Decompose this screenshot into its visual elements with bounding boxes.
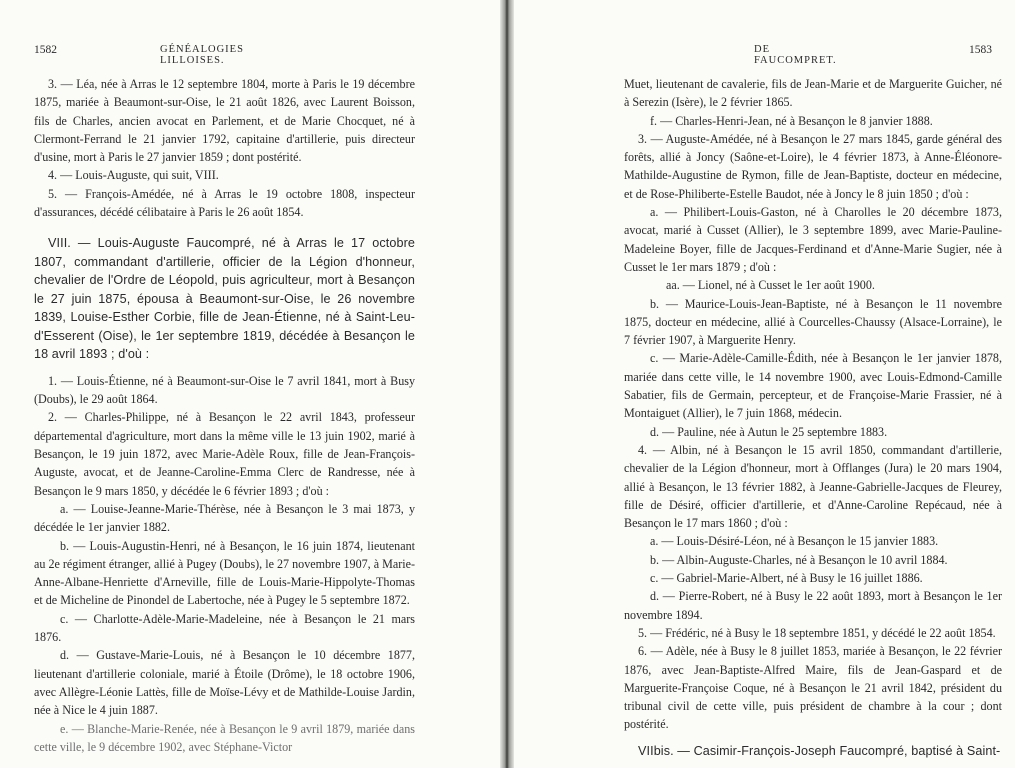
paragraph: b. — Louis-Augustin-Henri, né à Besançon, le 16 juin 1874, lieutenant au 2e régiment étranger, allié à Pugey (Doubs), le 27 novembre 1907, à Marie-Anne-Albane-Henriette d'Arneville, fille de Louis-Marie-Hippolyte-Thomas et de Micheline de Pinondel de Labertoche, née à Pugey le 5 septembre 1872. (34, 538, 416, 608)
paragraph: 2. — Charles-Philippe, né à Besançon le 22 avril 1843, professeur départemental d'agriculture, mort dans la même ville le 13 juin 1902, marié à Besançon, le 19 juin 1872, avec Marie-Adèle Roux, fille de Jean-François-Auguste, avocat, et de Jeanne-Caroline-Emma Clerc de Randresse, née à Besançon le 9 mars 1850, y décédée le 6 février 1893 ; d'où : (34, 410, 415, 498)
right-page (514, 0, 1015, 768)
page-number: 1582 (34, 44, 57, 56)
paragraph: c. — Marie-Adèle-Camille-Édith, née à Besançon le 1er janvier 1878, mariée dans cette ville, le 14 novembre 1900, avec Louis-Edmond-Camille Sabatier, fils de Germain, percepteur, et de Françoise-Marie Frassier, né à Montaiguet (Allier), le 7 juin 1868, médecin. (624, 351, 1002, 421)
paragraph: a. — Louis-Désiré-Léon, né à Besançon le 15 janvier 1883. (650, 534, 939, 549)
paragraph: 4. — Albin, né à Besançon le 15 avril 1850, commandant d'artillerie, chevalier de la Légion d'honneur, mort à Offlanges (Jura) le 20 mars 1904, allié à Besançon, le 13 février 1882, à Jeanne-Gabrielle-Jacques de Fleurey, fille de Désiré, officier d'artillerie, et d'Anne-Caroline Repécaud, née à Besançon le 17 mars 1860 ; d'où : (624, 442, 1002, 531)
book-gutter (500, 0, 514, 768)
paragraph: 3. — Auguste-Amédée, né à Besançon le 27 mars 1845, garde général des forêts, allié à Joncy (Saône-et-Loire), le 4 février 1873, à Anne-Éléonore-Mathilde-Augustine de Rymon, fille de Jean-Baptiste, docteur en médecine, et de Rose-Philiberte-Estelle Baudot, née à Joncy le 8 juin 1850 ; d'où : (624, 131, 1002, 201)
running-head: GÉNÉALOGIES LILLOISES. (160, 44, 244, 66)
running-head: DE FAUCOMPRET. (754, 44, 837, 66)
paragraph: 3. — Léa, née à Arras le 12 septembre 1804, morte à Paris le 19 décembre 1875, mariée à Beaumont-sur-Oise, le 21 août 1826, avec Laurent Boisson, fils de Charles, ancien avocat en Parlement, et de Marie Chocquet, né à Clermont-Ferrand le 21 janvier 1792, capitaine d'artillerie, puis directeur d'usine, mort à Paris le 27 janvier 1859 ; dont postérité. (34, 77, 415, 165)
section-heading-paragraph: VIII. — Louis-Auguste Faucompré, né à Arras le 17 octobre 1807, commandant d'artillerie, officier de la Légion d'honneur, chevalier de l'Ordre de Léopold, puis agriculteur, mort à Besançon le 27 juin 1875, épousa à Beaumont-sur-Oise, le 26 novembre 1839, Louise-Esther Corbie, fille de Jean-Étienne, né à Saint-Leu-d'Esserent (Oise), le 1er septembre 1819, décédée à Besançon le 18 avril 1893 ; d'où : (34, 236, 415, 362)
paragraph: d. — Pierre-Robert, né à Busy le 22 août 1893, mort à Besançon le 1er novembre 1894. (624, 589, 1002, 622)
paragraph: d. — Gustave-Marie-Louis, né à Besançon le 10 décembre 1877, lieutenant d'artillerie coloniale, marié à Étoile (Drôme), le 18 octobre 1906, avec Allègre-Léonie Lattès, fille de Moïse-Lévy et de Mathilde-Louise Jardin, née à Nice le 4 juin 1887. (34, 648, 415, 718)
paragraph: aa. — Lionel, né à Cusset le 1er août 1900. (666, 278, 875, 293)
right-page-body (624, 75, 1002, 760)
left-page (0, 0, 500, 768)
paragraph: b. — Albin-Auguste-Charles, né à Besançon le 10 avril 1884. (650, 552, 948, 567)
paragraph: 5. — François-Amédée, né à Arras le 19 octobre 1808, inspecteur d'assurances, décédé célibataire à Paris le 26 août 1854. (34, 186, 415, 220)
paragraph: f. — Charles-Henri-Jean, né à Besançon le 8 janvier 1888. (650, 113, 933, 128)
paragraph: b. — Maurice-Louis-Jean-Baptiste, né à Besançon le 11 novembre 1875, docteur en médecine, allié à Courcelles-Chaussy (Alsace-Lorraine), le 7 février 1907, à Marguerite Henry. (624, 296, 1002, 348)
page-number: 1583 (969, 44, 992, 56)
paragraph: Muet, lieutenant de cavalerie, fils de Jean-Marie et de Marguerite Guicher, né à Serezin (Isère), le 2 février 1865. (624, 77, 1002, 110)
section-heading-paragraph: VIIbis. — Casimir-François-Joseph Faucompré, baptisé à Saint- (638, 743, 1001, 758)
paragraph: a. — Louise-Jeanne-Marie-Thérèse, née à Besançon le 3 mai 1873, y décédée le 1er janvier 1882. (34, 501, 415, 535)
left-page-body (34, 75, 415, 756)
paragraph: e. — Blanche-Marie-Renée, née à Besançon le 9 avril 1879, mariée dans cette ville, le 9 décembre 1902, avec Stéphane-Victor (34, 721, 415, 754)
paragraph: 4. — Louis-Auguste, qui suit, VIII. (48, 168, 219, 183)
paragraph: d. — Pauline, née à Autun le 25 septembre 1883. (650, 424, 888, 439)
paragraph: 1. — Louis-Étienne, né à Beaumont-sur-Oise le 7 avril 1841, mort à Busy (Doubs), le 29 août 1864. (34, 373, 415, 407)
paragraph: 5. — Frédéric, né à Busy le 18 septembre 1851, y décédé le 22 août 1854. (638, 625, 996, 640)
paragraph: c. — Charlotte-Adèle-Marie-Madeleine, née à Besançon le 21 mars 1876. (34, 611, 415, 645)
paragraph: 6. — Adèle, née à Busy le 8 juillet 1853, mariée à Besançon, le 22 février 1876, avec Jean-Baptiste-Alfred Maire, fils de Jean-Gaspard et de Marguerite-Françoise Coque, né à Besançon le 21 avril 1842, président du tribunal civil de cette ville, puis président de chambre à la cour ; dont postérité. (624, 644, 1002, 732)
paragraph: c. — Gabriel-Marie-Albert, né à Busy le 16 juillet 1886. (650, 571, 923, 586)
paragraph: a. — Philibert-Louis-Gaston, né à Charolles le 20 décembre 1873, avocat, marié à Cusset (Allier), le 3 septembre 1899, avec Marie-Pauline-Madeleine Boyer, fille de Jacques-Ferdinand et d'Anne-Marie Sugier, née à Cusset le 1er mars 1879 ; d'où : (624, 205, 1002, 274)
